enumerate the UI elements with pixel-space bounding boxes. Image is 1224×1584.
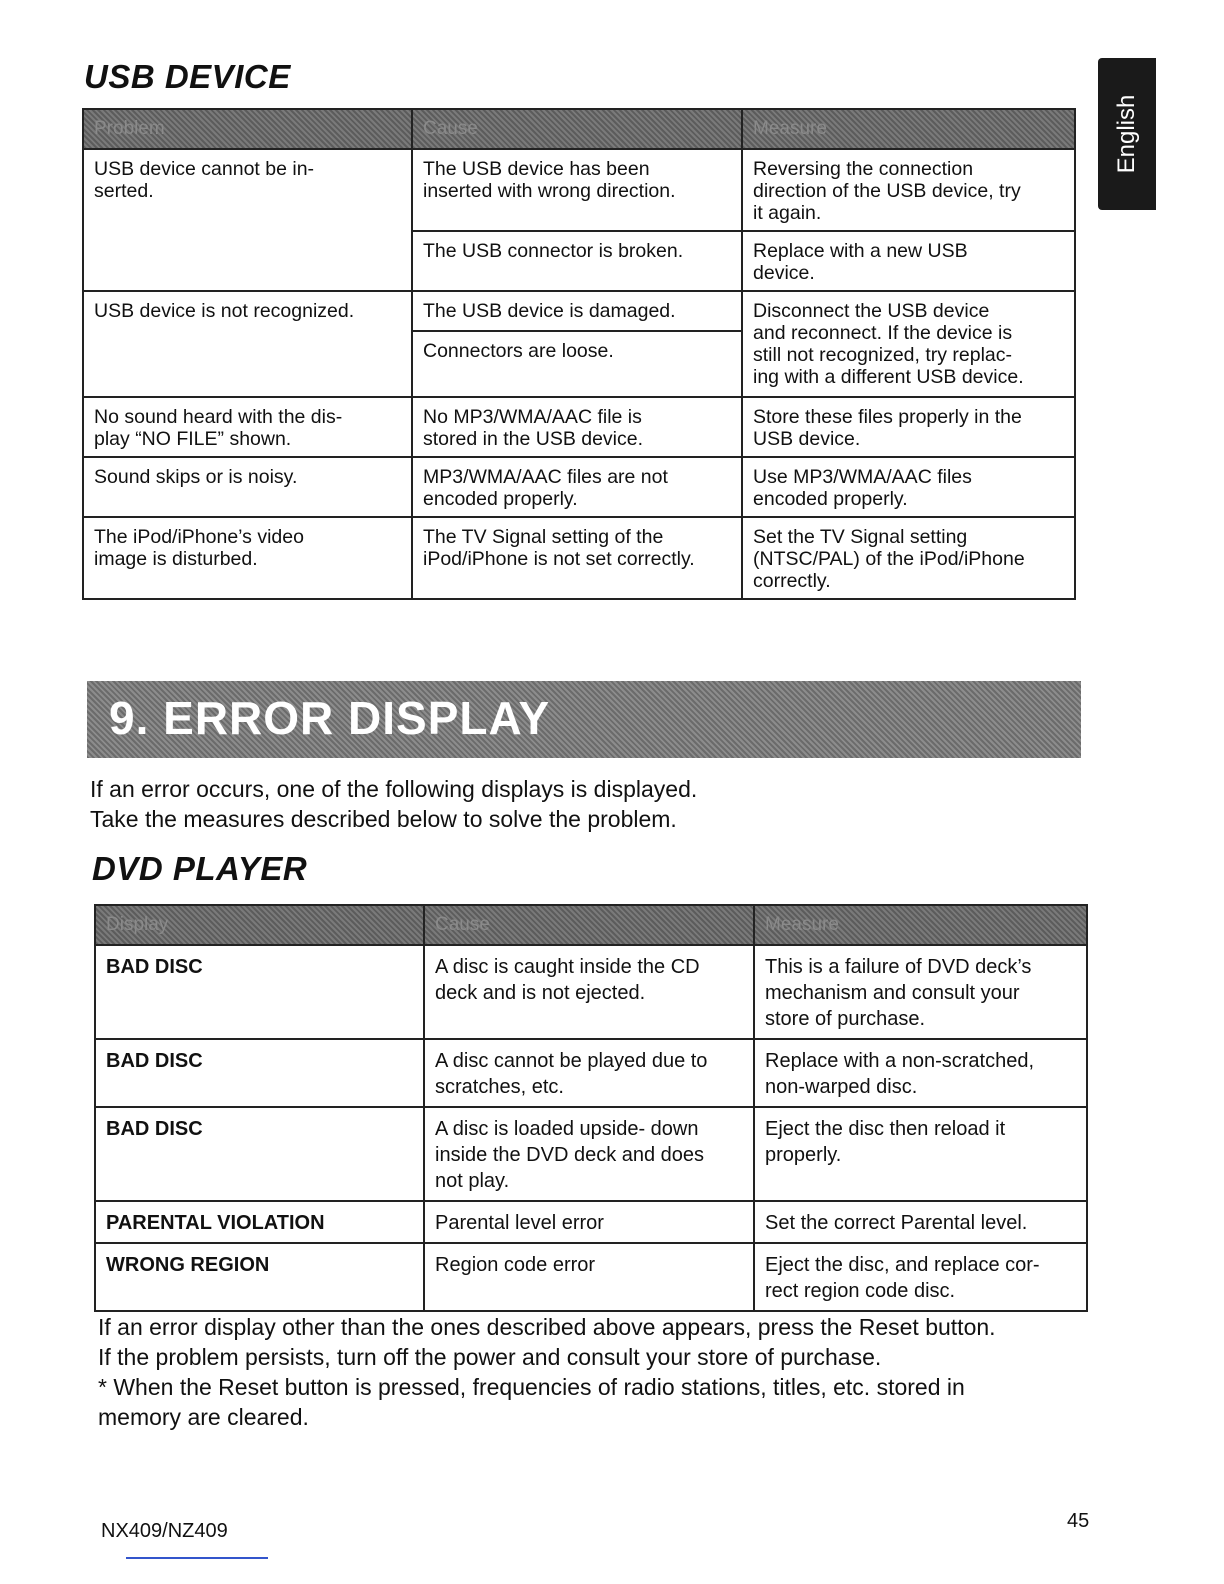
note-text-3: * When the Reset button is pressed, frequencies of radio stations, titles, etc. stored in	[98, 1374, 965, 1400]
header-cause: Cause	[424, 905, 754, 945]
dvd-player-heading: DVD PLAYER	[92, 850, 308, 887]
table-row	[83, 397, 1075, 457]
table-row	[83, 291, 1075, 331]
intro-text-1: If an error occurs, one of the following displays is displayed.	[90, 776, 698, 802]
usb-troubleshooting-table	[82, 108, 1076, 600]
problem-cell: USB device is not recognized.	[83, 291, 412, 397]
measure-cell: Eject the disc then reload it properly.	[754, 1107, 1087, 1201]
problem-cell: The iPod/iPhone’s video image is disturbed.	[83, 517, 412, 599]
cause-cell: The USB device has been inserted with wrong direction.	[412, 149, 742, 231]
table-header-row	[83, 109, 1075, 149]
cause-cell: Connectors are loose.	[412, 331, 742, 397]
table-row	[83, 149, 1075, 231]
measure-cell: Replace with a non-scratched, non-warped disc.	[754, 1039, 1087, 1107]
language-tab-label: English	[1113, 94, 1140, 174]
measure-cell: Set the TV Signal setting (NTSC/PAL) of the iPod/iPhone correctly.	[742, 517, 1075, 599]
usb-device-heading: USB DEVICE	[84, 58, 291, 95]
measure-cell: Reversing the connection direction of the USB device, try it again.	[742, 149, 1075, 231]
footer-rule	[126, 1557, 268, 1559]
section-banner-title: 9. ERROR DISPLAY	[109, 692, 551, 744]
table-header-row	[95, 905, 1087, 945]
header-problem: Problem	[83, 109, 412, 149]
problem-cell: Sound skips or is noisy.	[83, 457, 412, 517]
header-measure: Measure	[742, 109, 1075, 149]
cause-cell: A disc is loaded upside- down inside the DVD deck and does not play.	[424, 1107, 754, 1201]
cause-cell: MP3/WMA/AAC files are not encoded properly.	[412, 457, 742, 517]
measure-cell: Set the correct Parental level.	[754, 1201, 1087, 1243]
measure-cell: Use MP3/WMA/AAC files encoded properly.	[742, 457, 1075, 517]
display-cell: BAD DISC	[95, 945, 424, 1039]
measure-cell: Disconnect the USB device and reconnect. If the device is still not recognized, try replac- ing with a different USB device.	[742, 291, 1075, 397]
header-measure: Measure	[754, 905, 1087, 945]
cause-cell: Region code error	[424, 1243, 754, 1311]
intro-text-2: Take the measures described below to solve the problem.	[90, 806, 677, 832]
cause-cell: A disc cannot be played due to scratches, etc.	[424, 1039, 754, 1107]
cause-cell: No MP3/WMA/AAC file is stored in the USB device.	[412, 397, 742, 457]
problem-cell: USB device cannot be in- serted.	[83, 149, 412, 291]
table-row	[95, 1243, 1087, 1311]
cause-cell: A disc is caught inside the CD deck and is not ejected.	[424, 945, 754, 1039]
display-cell: WRONG REGION	[95, 1243, 424, 1311]
display-cell: PARENTAL VIOLATION	[95, 1201, 424, 1243]
note-text-2: If the problem persists, turn off the power and consult your store of purchase.	[98, 1344, 882, 1370]
cause-cell: The USB device is damaged.	[412, 291, 742, 331]
measure-cell: Replace with a new USB device.	[742, 231, 1075, 291]
page-number: 45	[1067, 1510, 1090, 1532]
header-display: Display	[95, 905, 424, 945]
problem-cell: No sound heard with the dis- play “NO FILE” shown.	[83, 397, 412, 457]
dvd-error-table	[94, 904, 1088, 1312]
table-row	[95, 945, 1087, 1039]
cause-cell: Parental level error	[424, 1201, 754, 1243]
header-cause: Cause	[412, 109, 742, 149]
display-cell: BAD DISC	[95, 1039, 424, 1107]
measure-cell: Store these files properly in the USB device.	[742, 397, 1075, 457]
language-tab	[1098, 58, 1156, 210]
measure-cell: Eject the disc, and replace cor- rect region code disc.	[754, 1243, 1087, 1311]
table-row	[95, 1201, 1087, 1243]
measure-cell: This is a failure of DVD deck’s mechanism and consult your store of purchase.	[754, 945, 1087, 1039]
table-row	[83, 457, 1075, 517]
table-row	[95, 1107, 1087, 1201]
model-number: NX409/NZ409	[101, 1520, 228, 1542]
display-cell: BAD DISC	[95, 1107, 424, 1201]
table-row	[95, 1039, 1087, 1107]
note-text-4: memory are cleared.	[98, 1404, 309, 1430]
table-row	[83, 517, 1075, 599]
note-text-1: If an error display other than the ones described above appears, press the Reset button.	[98, 1314, 996, 1340]
section-banner	[87, 681, 1081, 758]
cause-cell: The TV Signal setting of the iPod/iPhone is not set correctly.	[412, 517, 742, 599]
cause-cell: The USB connector is broken.	[412, 231, 742, 291]
